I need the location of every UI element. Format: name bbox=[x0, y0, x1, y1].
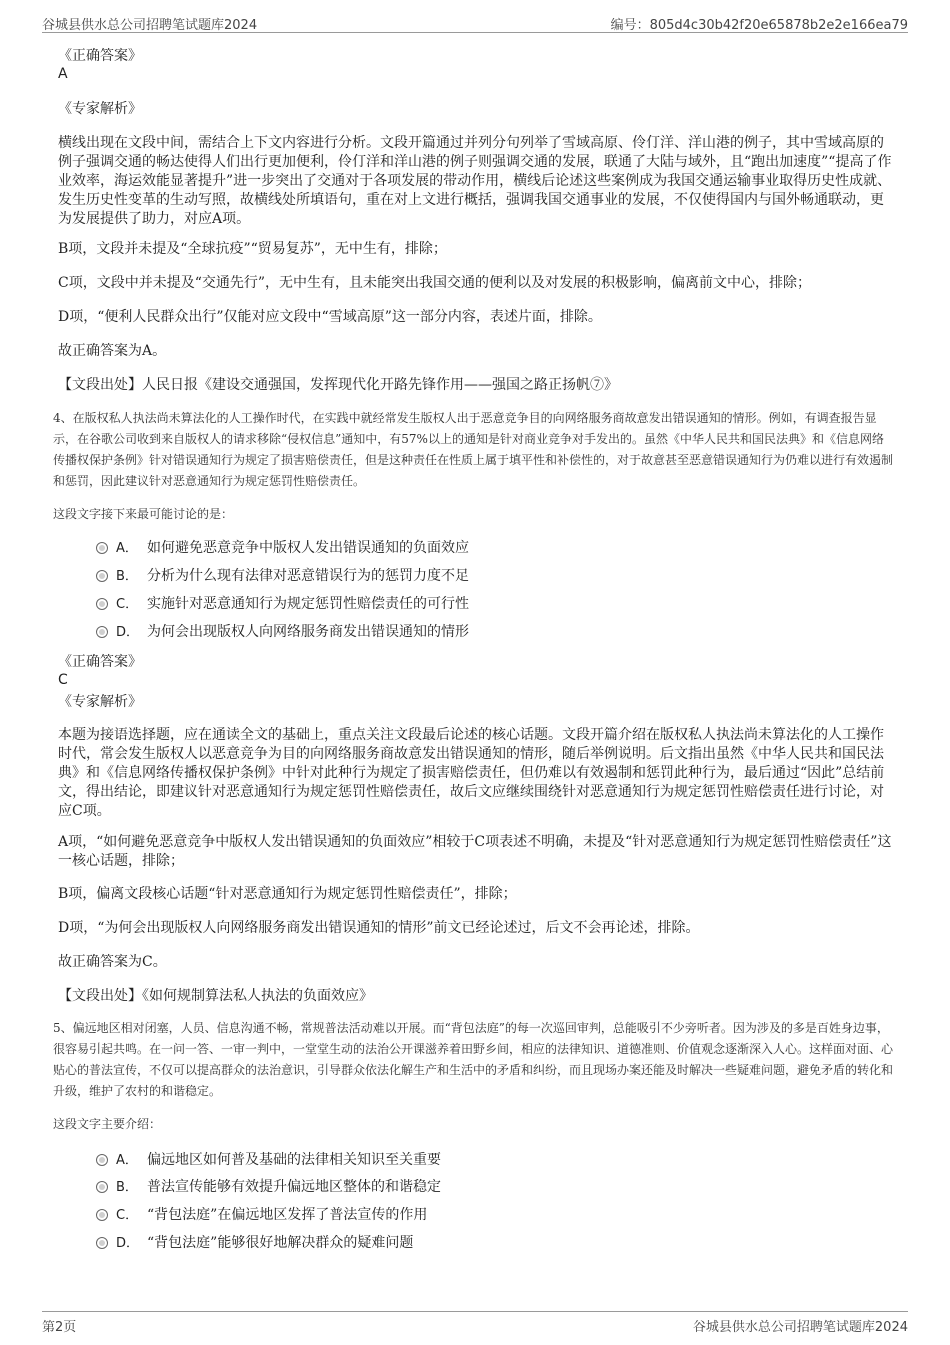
q5-stem: 5、偏远地区相对闭塞，人员、信息沟通不畅，常规普法活动难以开展。而“背包法庭”的每一次巡回审判，总能吸引不少旁听者。因为涉及的多是百姓身边事，很容易引起共鸣。在一问一答、一审一判中，一堂堂生动的法治公开课滋养着田野乡间，相应的法律知识、道德准则、价值观念逐渐深入人心。这样面对面、心贴心的普法宣传，不仅可以提高群众的法治意识，引导群众依法化解生产和生活中的矛盾和纠纷，而且现场办案还能及时解决一些疑难问题，避免矛盾的转化和升级，维护了农村的和谐稳定。 bbox=[53, 1021, 894, 1098]
radio-icon[interactable] bbox=[96, 1237, 108, 1249]
q4-option-d[interactable]: D． 为何会出现版权人向网络服务商发出错误通知的情形 bbox=[96, 623, 469, 642]
radio-icon[interactable] bbox=[96, 1181, 108, 1193]
page-header bbox=[42, 10, 908, 33]
q3-answer: A bbox=[58, 66, 68, 82]
q5-option-a[interactable]: A． 偏远地区如何普及基础的法律相关知识至关重要 bbox=[96, 1151, 441, 1170]
radio-icon[interactable] bbox=[96, 626, 108, 638]
q4-source: 【文段出处】《如何规制算法私人执法的负面效应》 bbox=[58, 988, 373, 1004]
q4-option-b[interactable]: B． 分析为什么现有法律对恶意错误行为的惩罚力度不足 bbox=[96, 567, 469, 586]
q4-option-a-analysis: A项，“如何避免恶意竞争中版权人发出错误通知的负面效应”相较于C项表述不明确，未提及“针对恶意通知行为规定惩罚性赔偿责任”这一核心话题，排除； bbox=[58, 834, 892, 869]
q5-option-b[interactable]: B． 普法宣传能够有效提升偏远地区整体的和谐稳定 bbox=[96, 1178, 441, 1197]
radio-icon[interactable] bbox=[96, 1154, 108, 1166]
radio-icon[interactable] bbox=[96, 570, 108, 582]
q4-answer-heading: 《正确答案》 bbox=[58, 654, 142, 670]
q3-option-b-analysis: B项，文段并未提及“全球抗疫”“贸易复苏”，无中生有，排除； bbox=[58, 241, 447, 257]
q4-option-d-analysis: D项，“为何会出现版权人向网络服务商发出错误通知的情形”前文已经论述过，后文不会再论述，排除。 bbox=[58, 920, 700, 936]
q4-answer: C bbox=[58, 672, 68, 688]
footer-page-number: 第2页 bbox=[42, 1320, 77, 1335]
radio-icon[interactable] bbox=[96, 542, 108, 554]
q4-option-b-analysis: B项，偏离文段核心话题“针对恶意通知行为规定惩罚性赔偿责任”，排除； bbox=[58, 886, 517, 902]
q3-option-d-analysis: D项，“便利人民群众出行”仅能对应文段中“雪域高原”这一部分内容，表述片面，排除。 bbox=[58, 309, 602, 325]
q3-option-c-analysis: C项，文段中并未提及“交通先行”，无中生有，且未能突出我国交通的便利以及对发展的积极影响，偏离前文中心，排除； bbox=[58, 275, 812, 291]
q4-conclusion: 故正确答案为C。 bbox=[58, 954, 167, 970]
q4-question: 这段文字接下来最可能讨论的是： bbox=[53, 507, 234, 521]
page-footer bbox=[42, 1311, 908, 1336]
q4-analysis: 本题为接语选择题，应在通读全文的基础上，重点关注文段最后论述的核心话题。文段开篇介绍在版权私人执法尚未算法化的人工操作时代，常会发生版权人以恶意竞争为目的向网络服务商故意发出错误通知的情形，随后举例说明。后文指出虽然《中华人民共和国民法典》和《信息网络传播权保护条例》中针对此种行为规定了损害赔偿责任，但仍难以有效遏制和惩罚此种行为，最后通过“因此”总结前文，得出结论，即建议针对恶意通知行为规定惩罚性赔偿责任，故后文应继续围绕针对恶意通知行为规定惩罚性赔偿责任进行讨论，对应C项。 bbox=[58, 727, 885, 819]
footer-title: 谷城县供水总公司招聘笔试题库2024 bbox=[692, 1320, 908, 1335]
q5-option-d[interactable]: D． “背包法庭”能够很好地解决群众的疑难问题 bbox=[96, 1234, 413, 1253]
header-title: 谷城县供水总公司招聘笔试题库2024 bbox=[42, 18, 258, 33]
q3-source: 【文段出处】人民日报《建设交通强国，发挥现代化开路先锋作用——强国之路正扬帆⑦》 bbox=[58, 377, 618, 393]
q3-conclusion: 故正确答案为A。 bbox=[58, 343, 167, 359]
q3-analysis: 横线出现在文段中间，需结合上下文内容进行分析。文段开篇通过并列分句列举了雪域高原、伶仃洋、洋山港的例子，其中雪域高原的例子强调交通的畅达使得人们出行更加便利，伶仃洋和洋山港的例子则强调交通的发展，联通了大陆与域外，且“跑出加速度”“提高了作业效率，海运效能显著提升”进一步突出了交通对于各项发展的带动作用，横线后论述这些案例成为我国交通运输事业取得历史性成就、发生历史性变革的生动写照，故横线处所填语句，重在对上文进行概括，强调我国交通事业的发展，不仅使得国内与国外畅通联动，更为发展提供了助力，对应A项。 bbox=[58, 135, 892, 227]
q5-option-c[interactable]: C． “背包法庭”在偏远地区发挥了普法宣传的作用 bbox=[96, 1206, 427, 1225]
header-code: 编号：805d4c30b42f20e65878b2e2e166ea79 bbox=[610, 18, 908, 33]
q3-answer-heading: 《正确答案》 bbox=[58, 48, 142, 64]
radio-icon[interactable] bbox=[96, 1209, 108, 1221]
q3-analysis-heading: 《专家解析》 bbox=[58, 101, 142, 117]
q4-analysis-heading: 《专家解析》 bbox=[58, 694, 142, 710]
radio-icon[interactable] bbox=[96, 598, 108, 610]
q5-question: 这段文字主要介绍： bbox=[53, 1117, 162, 1131]
q4-option-a[interactable]: A． 如何避免恶意竞争中版权人发出错误通知的负面效应 bbox=[96, 539, 469, 558]
q4-stem: 4、在版权私人执法尚未算法化的人工操作时代，在实践中就经常发生版权人出于恶意竞争目的向网络服务商故意发出错误通知的情形。例如，有调查报告显示，在谷歌公司收到来自版权人的请求移除“侵权信息”通知中，有57%以上的通知是针对商业竞争对手发出的。虽然《中华人民共和国民法典》和《信息网络传播权保护条例》针对错误通知行为规定了损害赔偿责任，但是这种责任在性质上属于填平性和补偿性的，对于故意甚至恶意错误通知行为仍难以进行有效遏制和惩罚，因此建议针对恶意通知行为规定惩罚性赔偿责任。 bbox=[53, 411, 894, 488]
q4-option-c[interactable]: C． 实施针对恶意通知行为规定惩罚性赔偿责任的可行性 bbox=[96, 595, 469, 614]
